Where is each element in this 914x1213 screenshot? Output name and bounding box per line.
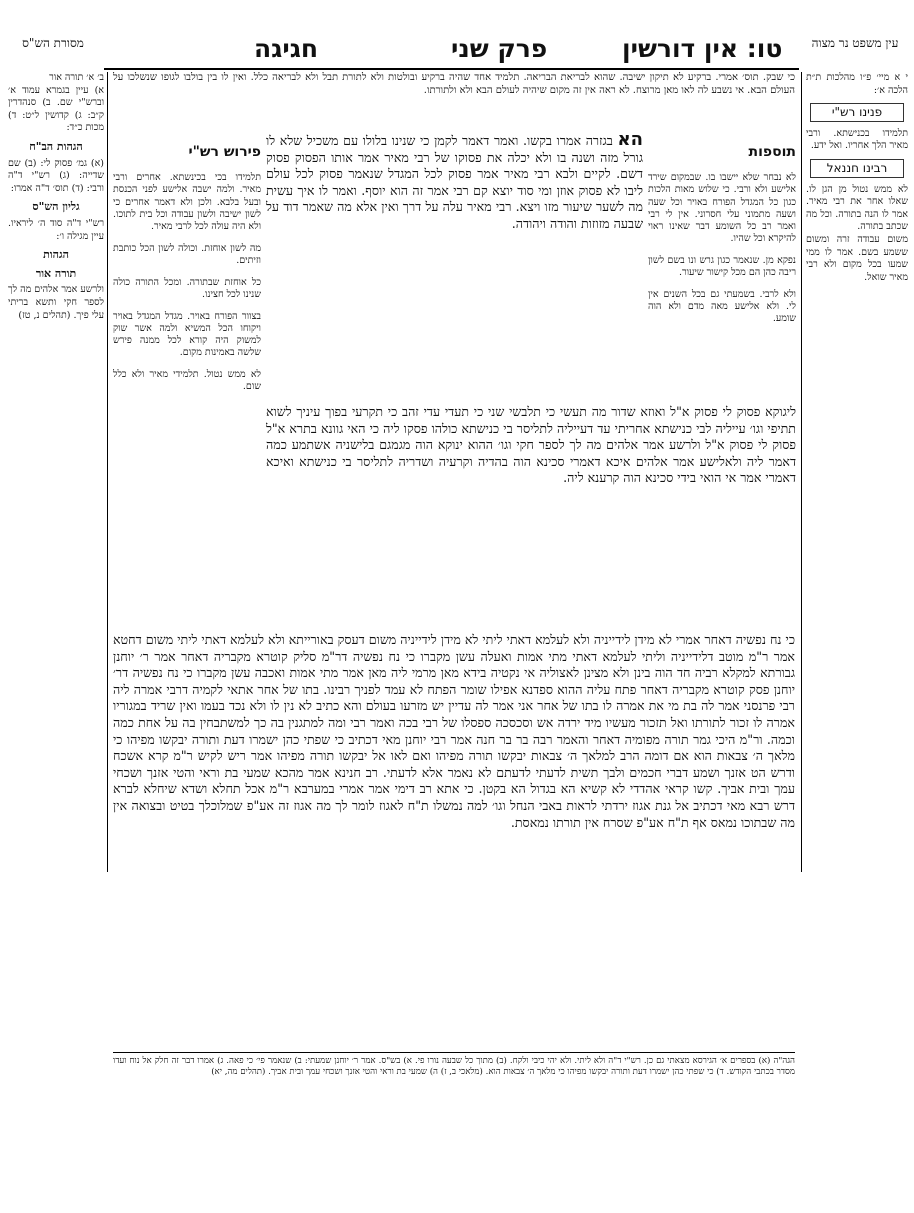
margin-note: א) עיין בגמרא עמוד א׳ וברש"י שם. ב) סנהדרין ק״ב: ג) קדושין ל״ט: ד) מכות כ״ד:: [8, 84, 104, 134]
rashi-paragraph: לא נבחר שלא יישבו בו. שבמקום שירד אלישע ולא ורבי. כי שלוש מאות הלכות כגון כל המגדל הפורח באויר וכל שעה ושעה מתמוני עלי חסרוני. אין לי רבי ואמר רב כל השומע דבר שאינו ראוי להיקרא וכל שהיו.: [648, 172, 796, 245]
rashi-paragraph: ולא לרבי. בשמעתי גם בכל השנים אין לי. ולא אלישע מאה מדם ולא הוה שומע.: [648, 288, 796, 325]
gemara-text-bottom: כי נח נפשיה דאחר אמרי לא מידן לידייניה ולא לעלמא דאתי ליתי לא מידן לידייניה משום דעסק באורייתא ולא לעלמא דאתי ליתי משום דחטא אמר ר"מ מוטב דלידייניה וליתי לעלמא דאתי מתי אמות ואעלה עשן מקברו כי נח נפשיה דר"מ סליק קוטרא מקבריה דאחר אמר ר׳ יוחנן גבורתא למקלא רביה חד הוה בינן ולא מצינן לאצוליה אי נקטיה בידא מאן מרמי ליה מאן אמר מתי אמות ואכבה עשן מקברו כי נח נפשיה דר׳ יוחנן פסק קוטרא מקבריה דאחר פתח עליה ההוא ספדנא אפילו שומר הפתח לא עמד לפניך רבינו. בתו של אחר אתאי לקמיה דרבי אמרה ליה רבי פרנסני אמר לה בת מי את אמרה לו בתו של אחר אני אמר לה עדיין יש מזרעו בעולם והא כתיב לא נין לו ולא נכד בעמו ואין שריד במגוריו אמרה לו זכור לתורתו ואל תזכור מעשיו מיד ירדה אש וסכסכה ספסלו של רבי בכה ואמר רבי ומה למתגנין בה כך למשתבחין בה על אחת כמה וכמה. ור"מ היכי גמר תורה מפומיה דאחר והאמר רבה בר בר חנה אמר רבי יוחנן מאי דכתיב כי שפתי כהן ישמרו דעת ותורה יבקשו מפיהו כי מלאך ה׳ צבאות הוא אם דומה הרב למלאך ה׳ צבאות יבקשו תורה מפיהו ואם לאו אל יבקשו תורה מפיהו אמר ריש לקיש ר"מ קרא אשכח ודרש הט אזנך ושמע דברי חכמים ולבך תשית לדעתי לדעתם לא נאמר אלא לדעתי. רב חנינא אמר מהכא שמעי בת וראי והטי אזנך ושכחי עמך ובית אביך. קשו קראי אהדדי לא קשיא הא בגדול הא בקטן. כי אתא רב דימי אמר אמרי במערבא ר"מ אכל תחלא ושדא שיחלא לברא דרש רבא מאי דכתיב אל גנת אגוז ירדתי לראות באבי הנחל וגו׳ למה נמשלו ת"ח לאגוז לומר לך מה אגוז זה אע"פ שמלוכלך בטיט ובצואה אין מה שבתוכו נמאס אף ת"ח אע"פ שסרח אין תורתו נמאסת.: [113, 632, 795, 830]
tosafot-commentary: [113, 132, 261, 600]
column-divider: [107, 72, 108, 872]
commentary-paragraph: לא ממש נטול. תלמידי מאיר ולא כלל שום.: [113, 368, 261, 393]
gemara-text: [266, 132, 643, 404]
column-divider: [801, 72, 802, 872]
rashi-commentary: [648, 132, 796, 400]
tractate-marker: אין דורשין: [622, 34, 739, 63]
section-heading: הגהות הב"ח: [29, 139, 83, 153]
opening-word: הא: [617, 132, 643, 150]
margin-note: משום עבודה זרה ומשום ששמע בשם. אמר לו ממי שמעו בכל מקום ולא רבי מאיר שואל.: [806, 233, 908, 283]
commentary-paragraph: תלמידו בכי בכינשתא. אחרים ורבי מאיר. ולמה ישבה אלישע לפני הכנסת ובעל בלבא. ולכן ולא דאמר אחרים כי לשון ישיבה ולשון עבודה וכל בית לתוכו. ולא היה עולה לכל לרבי מאיר.: [113, 172, 261, 233]
rashi-paragraph: נפקא מן. שנאמר כגון גרש ונו בשם לשון ריבה כהן הם מכל קישור שיעור.: [648, 254, 796, 279]
tosafot-block: כי שבק. תוס׳ אמרי. ברקיע לא תיקון ישיבה. שהוא לבריאת הבריאה. תלמיד אחד שהיה ברקיע ובולטות ולא לתורת תבל ולא לבריאה כלל. ואין לו בין בולבו לגופו שנשלכו על העולם הבא. אי נשבע לה לאו מאן מרוצח. לא ראה אין זה מקום שיהיה לעולם הבא ולא ולתורתו.: [113, 72, 795, 96]
ein-mishpat-label: עין משפט נר מצוה: [811, 36, 899, 50]
section-heading: הגהות: [43, 248, 69, 262]
chapter-name: פרק שני: [451, 34, 548, 63]
gemara-paragraph: בגזרה אמרו בקשו. ואמר דאמר לקמן כי שנינו בלולו עם משכיל שלא לו גורל מזה ושנה בו ולא יכלה את פסוקו של רבי מאיר אמר אותו הפסוק פסוק דשם. לקיים ולבא רבי מאיר אמר פסוק לכל המגדל שנאמר פסוק לכל עולם ליבו לא פסוק אוזן ומי סוד יוצא קם רבי אמר זה הוא יוסף. ואמר לו איך עשית מה לשער שיעור מזו ויצא. רבי מאיר עלה על דרך ואין אלא מה שאמר דוד על שבעה מזוזות והודה ויהודה.: [266, 133, 643, 231]
commentary-heading: פירוש רש"י: [188, 144, 261, 160]
header-rule: [104, 68, 799, 70]
section-heading: תורה אור: [35, 266, 77, 280]
footnotes: הגה"ה (א) בספרים א׳ הגירסא מצאתי גם כן. רש"י ד"ה ולא ליתי. ולא יהי כיבי ולקח. (ב) מתוך כל שבעה נורו פי. א) בש"ס. אמר ר׳ יוחנן שמעתי: ב) שנאמר פי׳ כי פאה. ג) אמרו דבר זה חלק אל נוח ועדו מסדר בכתבי הקודש. ד) כי שפתי כהן ישמרו דעת ותורה יבקשו מפיהו כי מלאך ה׳ צבאות הוא. (מלאכי ב, ז) ה) שמעי בת וראי והטי אזנך ושכחי עמך ובית אביך. (תהלים מה, יא): [113, 1052, 795, 1146]
margin-note: רש"י ד"ה סוד ה׳ ליראיו. עיין מגילה ו׳:: [8, 217, 104, 242]
section-heading: רבינו חננאל: [810, 159, 904, 178]
margin-note: ב׳ א׳ תורה אור: [49, 72, 104, 83]
masoret-hashas-column: [8, 72, 104, 952]
folio-title: [622, 34, 782, 63]
ein-mishpat-column: [806, 72, 908, 952]
masoret-label: מסורת הש"ס: [22, 36, 84, 50]
margin-note: י א מיי׳ פ״ו מהלכות ת״ת הלכה א׳:: [806, 72, 908, 96]
margin-note: תלמידו בכנישתא. ורבי מאיר הלך אחריו. ואל ידע.: [806, 127, 908, 152]
page-header: [22, 30, 899, 66]
folio-number: טו:: [746, 34, 783, 63]
margin-note: ולרשע אמר אלהים מה לך לספר חקי ותשא בריתי עלי פיך. (תהלים נ, טז): [8, 284, 104, 321]
commentary-paragraph: כל אוחזת שבתורה. ומכל התורה כולה שנינו לכל חצינו.: [113, 276, 261, 300]
rashi-heading: תוספות: [748, 144, 796, 160]
section-heading: גליון הש"ס: [32, 200, 80, 214]
gemara-text-continued: ליגוקא פסוק לי פסוק א"ל ואוזא שדור מה תעשי כי תלבשי שני כי תעדי עדי זהב כי תקרעי בפוך עיניך לשוא תתיפי וגו׳ עייליה לבי כנישתא אחריתי עד דעייליה לתליסר בי כנישתא כולהו פסקו ליה כי האי גוונא בתרא א"ל פסוק לי פסוק א"ל ולרשע אמר אלהים מה לך לספר חקי וגו׳ ההוא ינוקא הוה מגמגם בלישניה אשתמע כמה דאמר ליה ולאלישע אמר אלהים איכא דאמרי סכינא הוה בהדיה וקרעיה ושדריה לתליסר בי כנישתא ואיכא דאמרי אמר אי הואי בידי סכינא הוה קרענא ליה.: [266, 404, 796, 486]
commentary-paragraph: מה לשון אוחזת. וכולה לשון הכל כותבת וזיתים.: [113, 242, 261, 266]
section-heading: פנינו רש"י: [810, 103, 904, 122]
margin-note: (א) גמ׳ פסוק לי: (ב) שם שדייה: (ג) רש"י ד"ה ורבי: (ד) תוס׳ ד"ה אמרו:: [8, 157, 104, 194]
margin-note: לא ממש נטול מן הגן לו. שאלו אחר את רבי מאיר. אמר לו הנה בתורה. וכל מה שכתב בתורה.: [806, 183, 908, 233]
commentary-paragraph: בצוור הפורח באויר. מגדל המגדל באויר ויקוחו הכל המשיא ולמה אשר שוק למשוק היה קורא לכל ממנה פירש שלשה באמינות מקום.: [113, 310, 261, 359]
tractate-name: חגיגה: [254, 34, 319, 63]
